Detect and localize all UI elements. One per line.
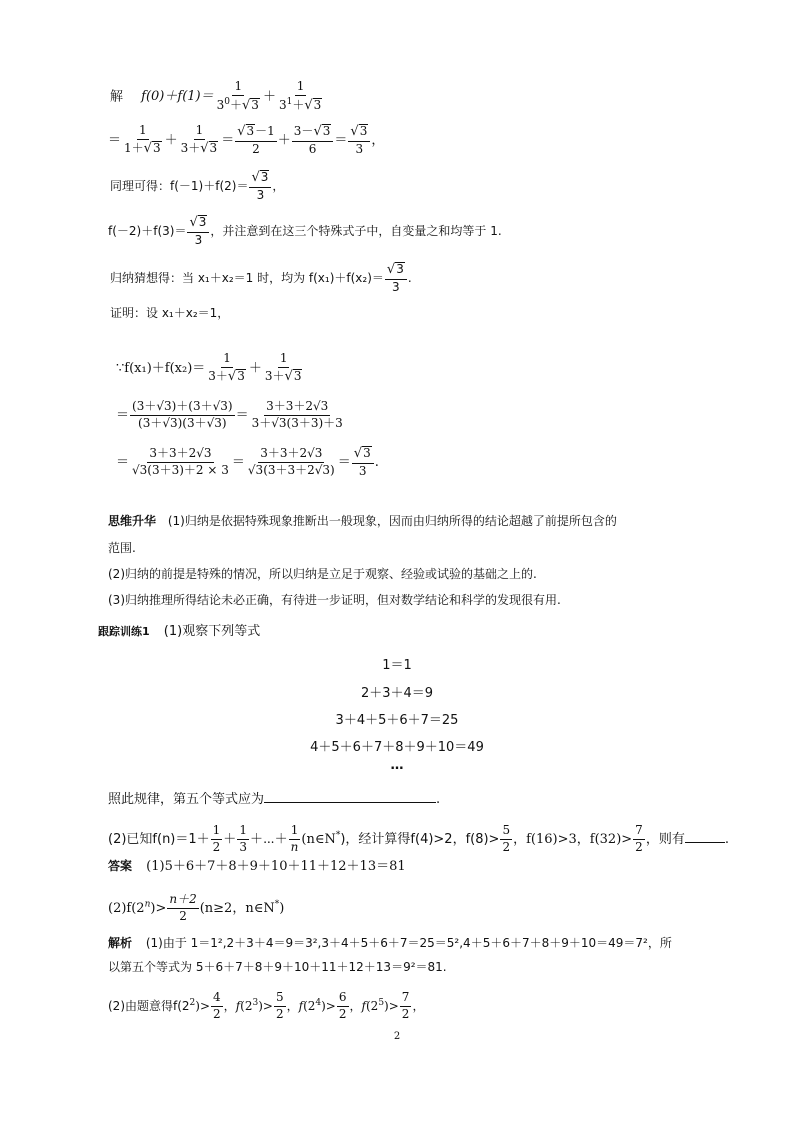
equation-3: 3＋4＋5＋6＋7＝25 xyxy=(335,713,459,728)
proof-line-2: ＝ $\frac{(3+√3)+(3+√3)}{(3+√3)(3+√3)}$ ＝ $\frac{3+3+2√3}{3+√3(3+3)+3}$ xyxy=(116,399,343,430)
practice-header: 跟踪训练1 (1)观察下列等式 xyxy=(98,624,261,639)
proof-line-3: ＝ $\frac{3+3+2√3}{√3(3+3)+2 \times 3}$ ＝ $\frac{3+3+2√3}{√3(3+3+2√3)}$ ＝ $\frac{√3}{3}$ . xyxy=(116,446,379,478)
solution-line-5: 归纳猜想得：当 x₁＋x₂＝1 时，均为 f(x₁)＋f(x₂)＝ $\frac{√3}{3}$ . xyxy=(110,262,412,294)
equation-2: 2＋3＋4＝9 xyxy=(360,686,434,701)
fraction: $\frac{1}{3^0+√3}$ xyxy=(216,79,259,113)
answer-blank-2 xyxy=(685,830,725,843)
analysis-label: 解析 xyxy=(108,936,133,950)
solution-line-1: 解 f(0)＋f(1)＝ $\frac{1}{3^0+√3}$ ＋ $\frac{1}{3^1+√3}$ xyxy=(110,80,325,114)
expr: f(0)＋f(1)＝ xyxy=(141,89,214,105)
solution-line-4: f(－2)＋f(3)＝ $\frac{√3}{3}$ ，并注意到在这三个特殊式子中，自变量之和均等于 1. xyxy=(108,215,502,247)
thinking-line-1b: 范围. xyxy=(108,541,136,555)
analysis-line-2: 以第五个等式为 5＋6＋7＋8＋9＋10＋11＋12＋13＝9²＝81. xyxy=(108,960,447,974)
question-2: (2)已知f(n)＝1＋ $\frac{1}{2}$ ＋ $\frac{1}{3}$ ＋⋯＋ $\frac{1}{n}$ (n∈N*)，经计算得f(4)>2，f(8)> $\frac{5}{2}$ ，f(16)>3，f(32)> $\frac{7}{2}$ ，则有 . xyxy=(108,823,729,854)
equation-4: 4＋5＋6＋7＋8＋9＋10＝49 xyxy=(310,740,484,755)
proof-line-1: ∵f(x₁)＋f(x₂)＝ $\frac{1}{3+√3}$ ＋ $\frac{1}{3+√3}$ xyxy=(116,351,302,384)
thinking-line-3: (3)归纳推理所得结论未必正确，有待进一步证明，但对数学结论和科学的发现很有用. xyxy=(108,593,561,607)
practice-title: 跟踪训练1 xyxy=(98,625,150,638)
analysis-line-3: (2)由题意得$f(2^2)>$ $\frac{4}{2}$ ，$f(2^3)>$ $\frac{5}{2}$ ，$f(2^4)>$ $\frac{6}{2}$ ，$f(2^5)>$ $\frac{7}{2}$ ， xyxy=(108,990,425,1021)
fraction: $\frac{1}{3^1+√3}$ xyxy=(278,79,322,113)
equation-dots: … xyxy=(390,758,404,773)
thinking-line-2: (2)归纳的前提是特殊的情况，所以归纳是立足于观察、经验或试验的基础之上的. xyxy=(108,567,537,581)
thinking-title: 思维升华 xyxy=(108,514,157,528)
solution-label: 解 xyxy=(110,89,124,105)
analysis-line-1: 解析 (1)由于 1＝1²,2＋3＋4＝9＝3²,3＋4＋5＋6＋7＝25＝5²,4＋5＋6＋7＋8＋9＋10＝49＝7²，所 xyxy=(108,936,672,950)
answer-blank-1 xyxy=(264,790,436,803)
solution-line-6: 证明：设 x₁＋x₂＝1， xyxy=(110,306,230,320)
question-1: 照此规律，第五个等式应为 . xyxy=(108,792,441,807)
equation-1: 1＝1 xyxy=(382,658,412,673)
answer-line-1: 答案 (1)5＋6＋7＋8＋9＋10＋11＋12＋13＝81 xyxy=(108,859,406,874)
answer-label: 答案 xyxy=(108,859,133,873)
solution-line-2: ＝ $\frac{1}{1+√3}$ ＋ $\frac{1}{3+√3}$ ＝ $\frac{√3-1}{2}$ ＋ $\frac{3-√3}{6}$ ＝ $\frac{√3}{3}$ ， xyxy=(108,123,385,156)
solution-line-3: 同理可得：f(－1)＋f(2)＝ $\frac{√3}{3}$ ， xyxy=(110,170,285,202)
answer-line-2: $(2)f(2^n)>$ $\frac{n+2}{2}$ (n≥2，n∈N*) xyxy=(108,892,285,923)
page-number: 2 xyxy=(393,1031,401,1042)
thinking-line-1: 思维升华 (1)归纳是依据特殊现象推断出一般现象，因而由归纳所得的结论超越了前提所包含的 xyxy=(108,514,617,528)
